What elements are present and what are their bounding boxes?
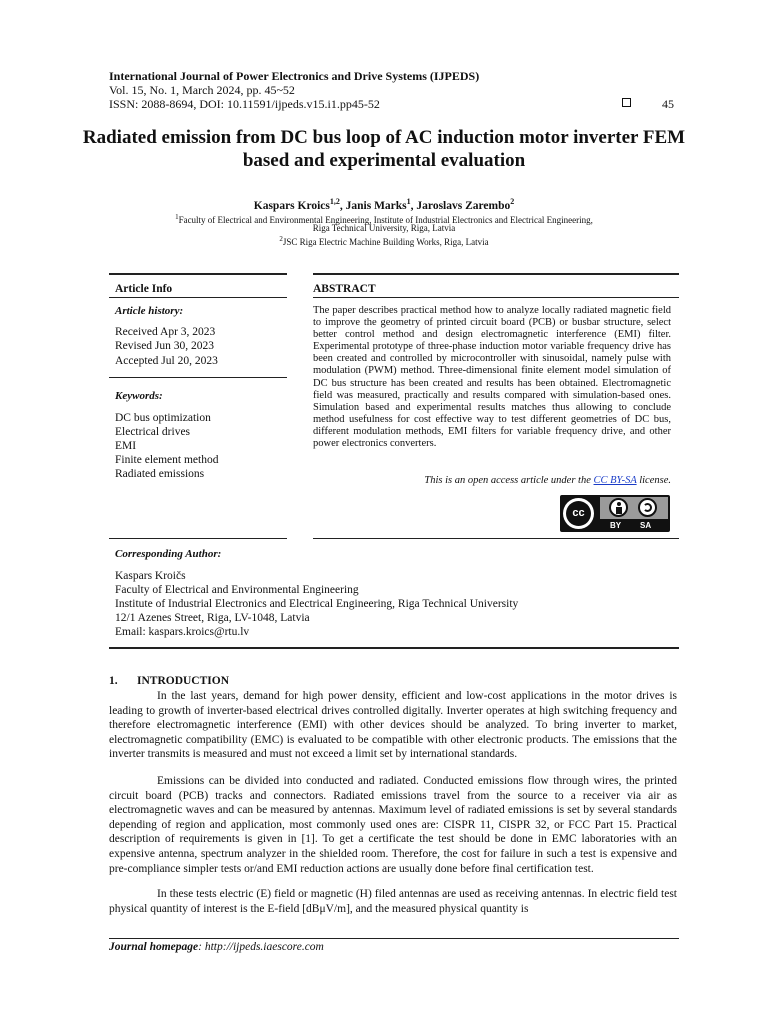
divider <box>109 938 679 939</box>
license-prefix: This is an open access article under the <box>424 475 594 486</box>
volume-info: Vol. 15, No. 1, March 2024, pp. 45~52 <box>109 83 295 97</box>
issn-doi: ISSN: 2088-8694, DOI: 10.11591/ijpeds.v15.i1.pp45-52 <box>109 97 380 111</box>
corresponding-email: Email: kaspars.kroics@rtu.lv <box>115 626 250 638</box>
author-list <box>0 197 768 212</box>
share-alike-icon <box>638 498 657 517</box>
cc-by-sa-badge[interactable] <box>560 495 670 532</box>
affiliation-sup: 2 <box>279 235 283 243</box>
body-paragraph: Emissions can be divided into conducted and radiated. Conducted emissions flow through wires, the printed circuit board (PCB) tracks and connectors. Radiated emissions travel from the source to a receiver via air as electromagnetic waves and can be measured by antennas. Maximum level of radiated emissions is set by several standards depending of region and application, most commonly used ones are: CISPR 11, CISPR 32, or FCC Part 15. Practical description of requirements is given in [1]. To get a certificate the test should be done in EMC laboratories with an expensive antenna, spectrum analyzer in the shielded room. Therefore, the cost for failure in such a test is expensive and pre-compliance simpler tests or/and EMI reduction actions are usually done before final certification test. <box>109 775 677 875</box>
journal-homepage[interactable] <box>109 941 324 953</box>
license-suffix: license. <box>636 475 671 486</box>
corresponding-line: Faculty of Electrical and Environmental Engineering <box>115 584 359 596</box>
abstract-text: The paper describes practical method how to analyze locally radiated magnetic field to improve the geometry of printed circuit board (PCB) or busbar structure, select better control method and design electromagnetic interference (EMI) filter. Experimental prototype of three-phase induction motor variable frequency drive has been created and controlled by microcontroller with sinusoidal, namely pulse with modulation (PWM) method. Three-dimensional finite element model simulation of DC bus structure has been created and results has been obtained. Electromagnetic field was measured, practically and results compared with simulation-based ones. Simulation based and experimental results matches thus allowing to conclude method usefulness for cost effective way to test different geometries of DC bus, different modulation methods, EMI filters for variable frequency drive, and other power electronics converters. <box>313 305 671 450</box>
divider <box>313 273 679 275</box>
paper-title: Radiated emission from DC bus loop of AC induction motor inverter FEM based and experimental evaluation <box>82 127 686 171</box>
history-heading: Article history: <box>115 305 184 317</box>
keyword: DC bus optimization <box>115 412 211 424</box>
body-paragraph: In these tests electric (E) field or magnetic (H) filed antennas are used as receiving antennas. In electric field test physical quantity of interest is the E-field [dBμV/m], and the measured physical quantity is <box>109 888 677 915</box>
cc-icon: cc <box>563 498 594 529</box>
homepage-url[interactable]: : http://ijpeds.iaescore.com <box>198 941 324 953</box>
affiliation-1-cont: Riga Technical University, Riga, Latvia <box>312 223 456 233</box>
keyword: Finite element method <box>115 454 219 466</box>
person-icon <box>609 498 628 517</box>
article-info-heading: Article Info <box>115 283 173 295</box>
keyword: Electrical drives <box>115 426 191 438</box>
homepage-label: Journal homepage <box>109 941 199 953</box>
badge-sa-label: SA <box>640 521 652 530</box>
author-sup: 1 <box>406 197 411 206</box>
author-sup: 2 <box>510 197 515 206</box>
affiliation-2 <box>0 234 768 248</box>
author-name: , Jaroslavs Zarembo <box>410 199 511 212</box>
badge-by-label: BY <box>610 521 622 530</box>
corresponding-heading: Corresponding Author: <box>115 548 222 560</box>
author-name: , Janis Marks <box>339 199 407 212</box>
section-heading: INTRODUCTION <box>137 675 230 687</box>
divider <box>313 297 679 298</box>
keyword: Radiated emissions <box>115 468 205 480</box>
affiliation-text: JSC Riga Electric Machine Building Works, Riga, Latvia <box>282 237 489 247</box>
author-sup: 1,2 <box>329 197 340 206</box>
square-icon <box>622 98 631 107</box>
journal-name: International Journal of Power Electronics and Drive Systems (IJPEDS) <box>109 69 480 83</box>
keyword: EMI <box>115 440 137 452</box>
received-date: Received Apr 3, 2023 <box>115 326 216 338</box>
license-note <box>313 475 671 486</box>
divider <box>109 377 287 378</box>
page-number: 45 <box>662 97 674 111</box>
corresponding-line: Institute of Industrial Electronics and Electrical Engineering, Riga Technical University <box>115 598 519 610</box>
license-link[interactable]: CC BY-SA <box>593 475 637 486</box>
accepted-date: Accepted Jul 20, 2023 <box>115 355 218 367</box>
divider <box>313 538 679 539</box>
corresponding-line: 12/1 Azenes Street, Riga, LV-1048, Latvia <box>115 612 310 624</box>
abstract-heading: ABSTRACT <box>313 283 376 295</box>
divider <box>109 297 287 298</box>
keywords-heading: Keywords: <box>115 390 163 402</box>
affiliation-sup: 1 <box>175 213 179 221</box>
author-name: Kaspars Kroics <box>253 199 330 212</box>
divider <box>109 273 287 275</box>
corresponding-name: Kaspars Kroičs <box>115 570 186 582</box>
divider <box>109 538 287 539</box>
divider <box>109 647 679 649</box>
revised-date: Revised Jun 30, 2023 <box>115 340 215 352</box>
body-paragraph: In the last years, demand for high power density, efficient and low-cost applications in the motor drives is leading to growth of inverter-based electrical drives controlled digitally. Inverter operates at high switching frequency and therefore electromagnetic interference (EMI) with other devices should be analyzed. To bring inverter to market, electromagnetic compatibility (EMC) is evaluated to be compatible with other electronic products. The emissions that the inverter transmits is measured and must not exceed a limit set by international standards. <box>109 690 677 761</box>
affiliation-text: Faculty of Electrical and Environmental Engineering, Institute of Industrial Electronics and Electrical Engineering, <box>178 215 593 225</box>
section-number: 1. <box>109 675 118 687</box>
